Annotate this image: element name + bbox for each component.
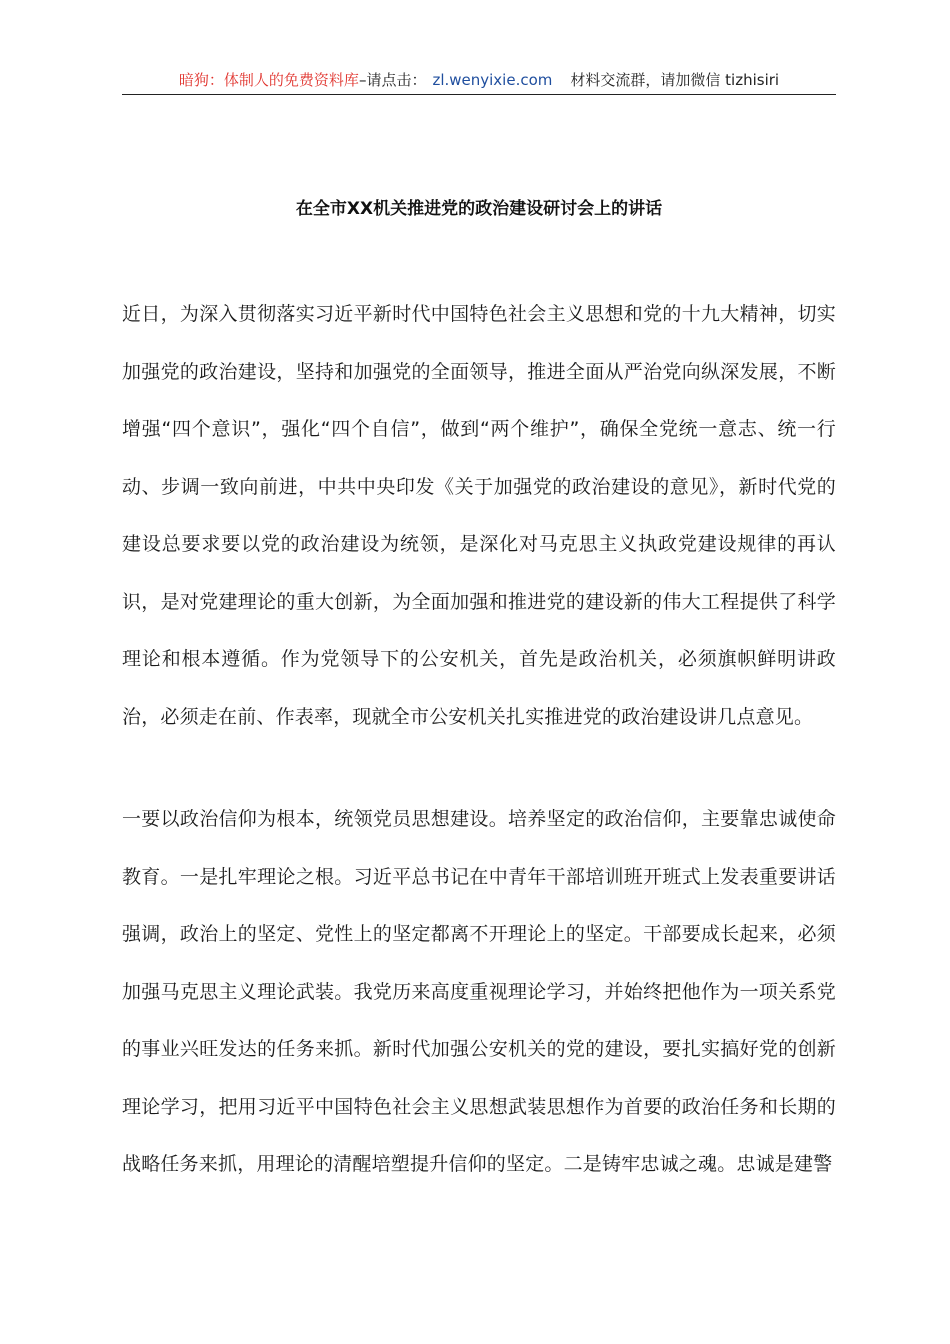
header-wechat-note: 材料交流群，请加微信 tizhisiri xyxy=(570,71,780,89)
document-title: 在全市XX机关推进党的政治建设研讨会上的讲话 xyxy=(295,199,663,219)
header-url-link[interactable]: zl.wenyixie.com xyxy=(432,71,553,89)
paragraph-point-one: 一要以政治信仰为根本，统领党员思想建设。培养坚定的政治信仰，主要靠忠诚使命教育。一是扎牢理论之根。习近平总书记在中青年干部培训班开班式上发表重要讲话强调，政治上的坚定、党性上的坚定都离不开理论上的坚定。干部要成长起来，必须加强马克思主义理论武装。我党历来高度重视理论学习，并始终把他作为一项关系党的事业兴旺发达的任务来抓。新时代加强公安机关的党的建设，要扎实搞好党的创新理论学习，把用习近平中国特色社会主义思想武装思想作为首要的政治任务和长期的战略任务来抓，用理论的清醒培塑提升信仰的坚定。二是铸牢忠诚之魂。忠诚是建警 xyxy=(122,808,836,1175)
header-brand: 暗狗：体制人的免费资料库 xyxy=(178,71,359,89)
header-click-prefix: –请点击： xyxy=(358,71,427,89)
paragraph-intro: 近日，为深入贯彻落实习近平新时代中国特色社会主义思想和党的十九大精神，切实加强党的政治建设，坚持和加强党的全面领导，推进全面从严治党向纵深发展，不断增强“四个意识”，强化“四个自信”，做到“两个维护”，确保全党统一意志、统一行动、步调一致向前进，中共中央印发《关于加强党的政治建设的意见》，新时代党的建设总要求要以党的政治建设为统领，是深化对马克思主义执政党建设规律的再认识，是对党建理论的重大创新，为全面加强和推进党的建设新的伟大工程提供了科学理论和根本遵循。作为党领导下的公安机关，首先是政治机关，必须旗帜鲜明讲政治，必须走在前、作表率，现就全市公安机关扎实推进党的政治建设讲几点意见。 xyxy=(122,303,836,728)
page-header xyxy=(122,70,836,95)
